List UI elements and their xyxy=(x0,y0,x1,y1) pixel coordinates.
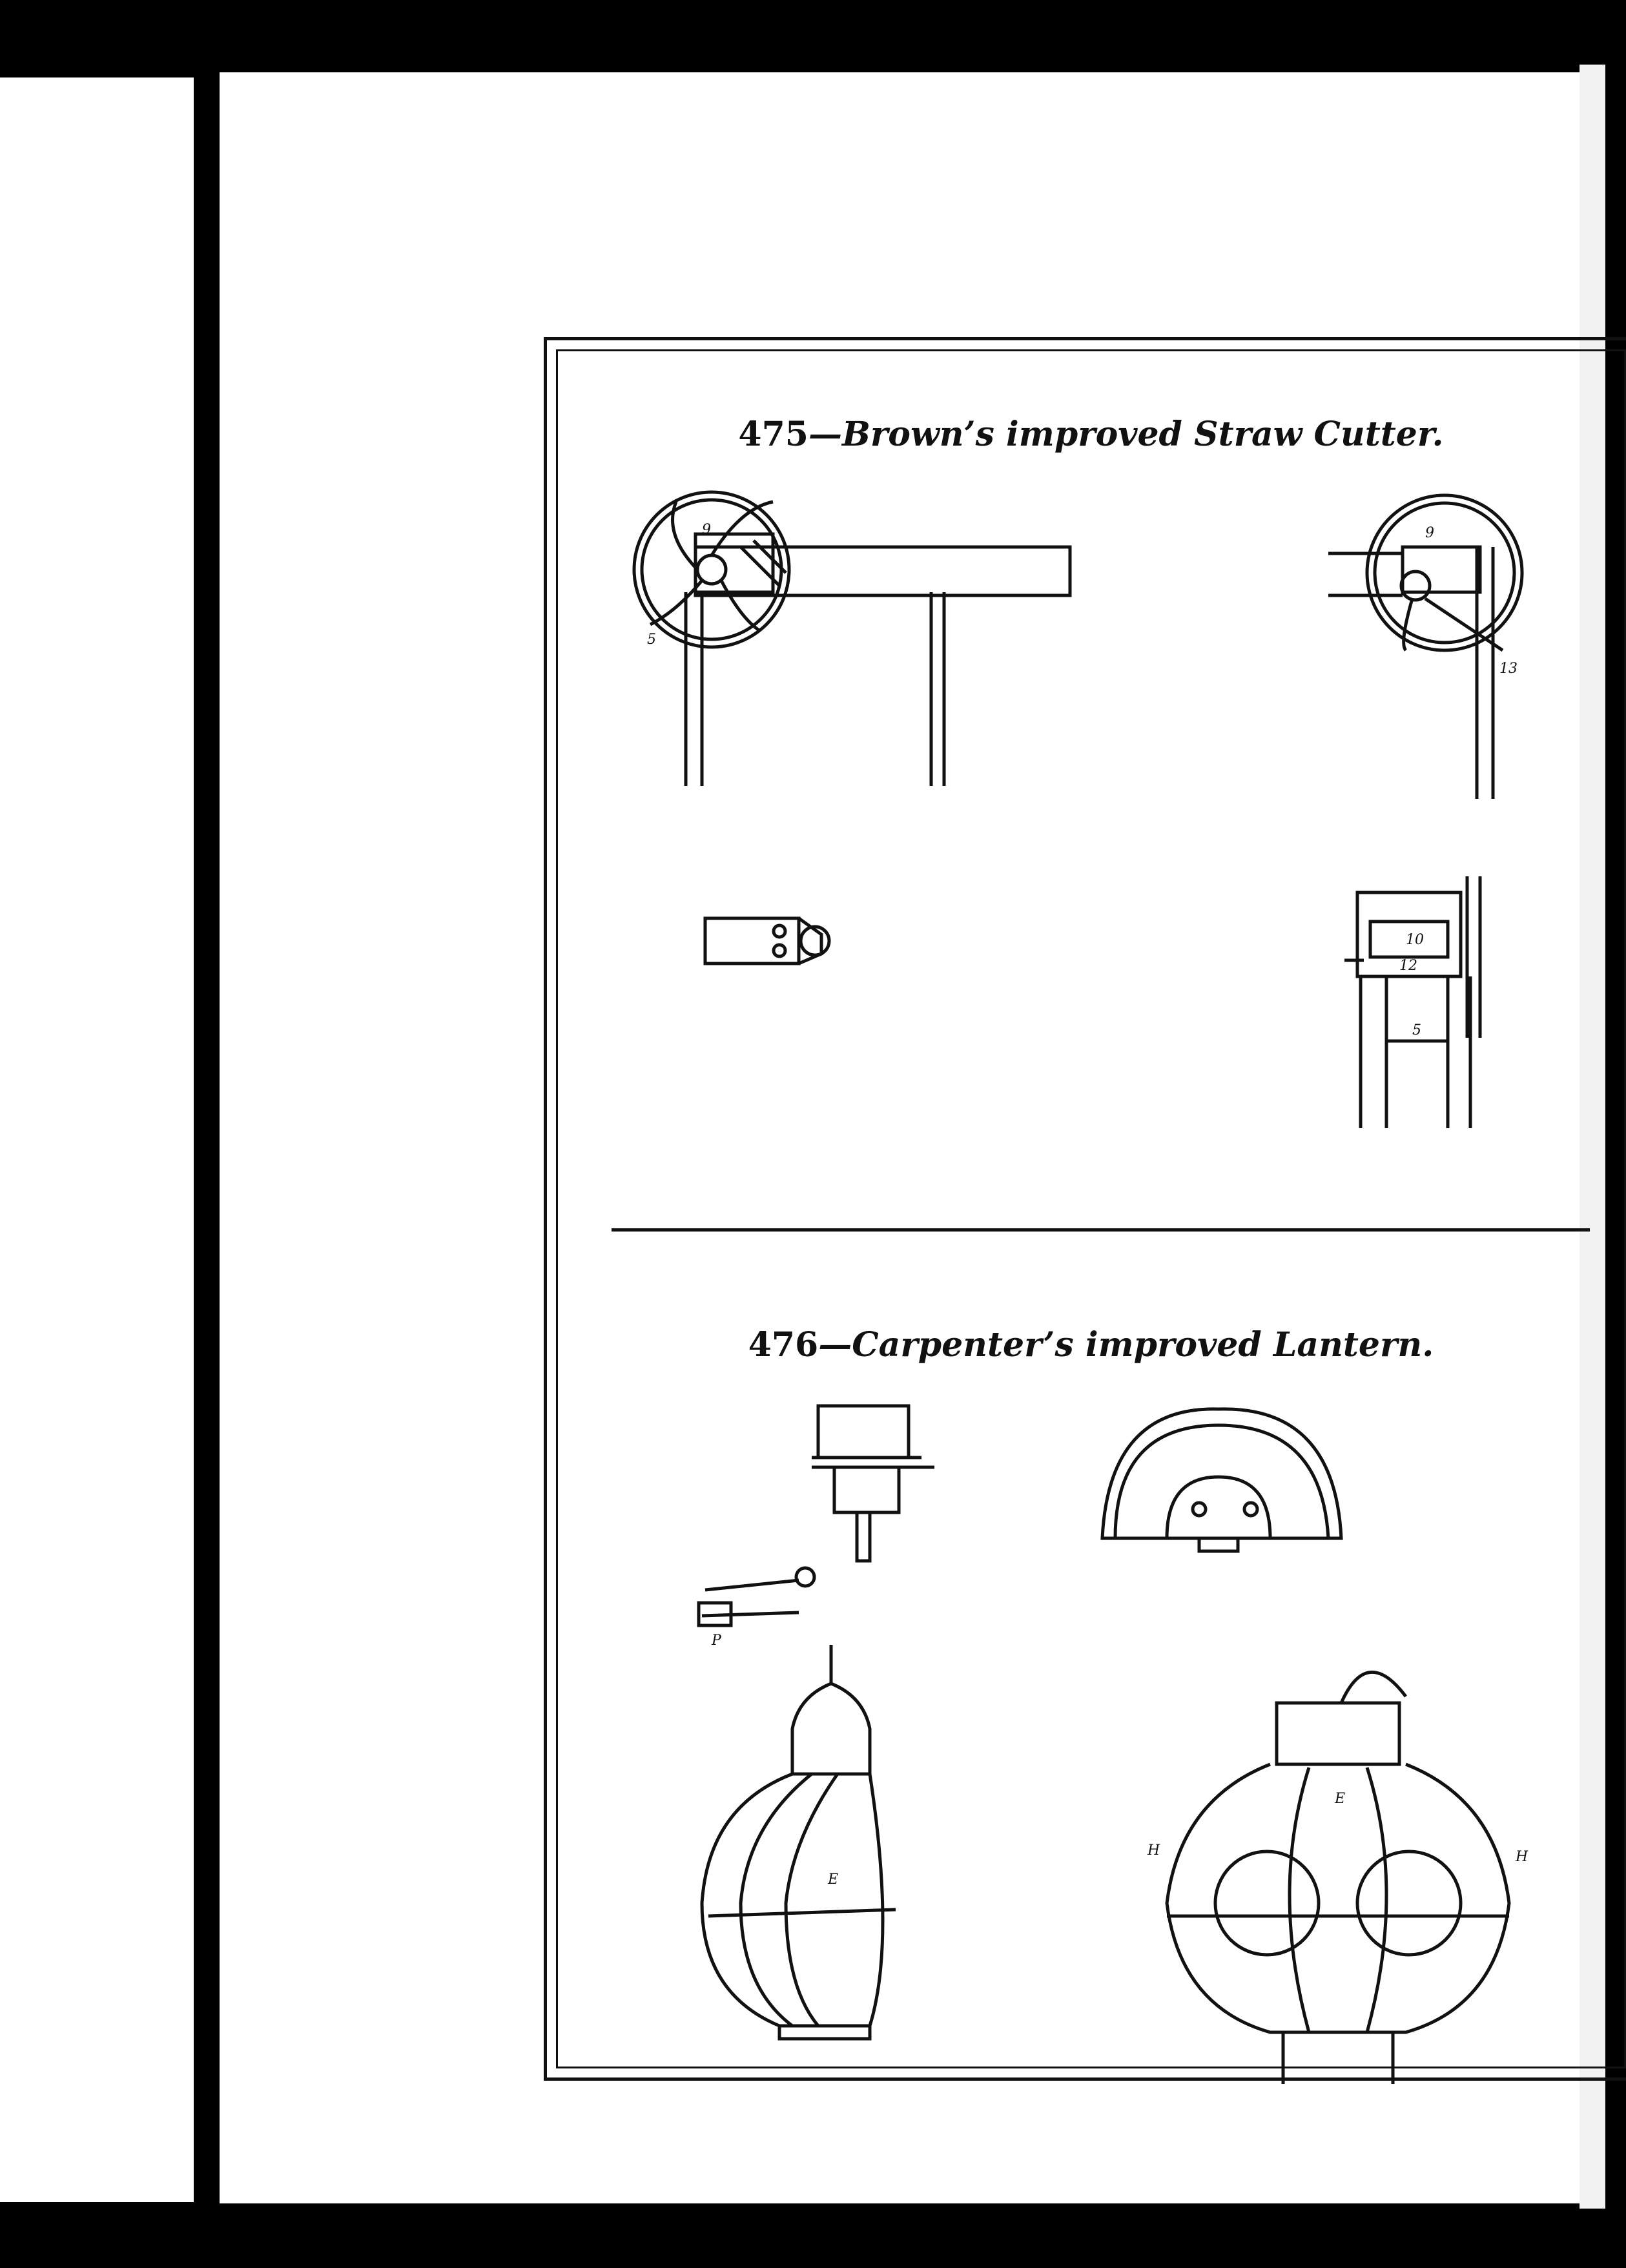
label-front-5: 5 xyxy=(1412,1022,1421,1038)
lantern-side-view xyxy=(702,1645,896,2039)
caption-476-title: Carpenter’s improved Lantern. xyxy=(852,1325,1434,1365)
caption-475-title: Brown’s improved Straw Cutter. xyxy=(841,415,1444,454)
facing-page-edge xyxy=(0,77,194,2202)
label-front-e: E xyxy=(1335,1791,1346,1807)
plate-page xyxy=(220,72,1580,2203)
lantern-key xyxy=(699,1568,814,1649)
caption-476-number: 476 xyxy=(748,1325,819,1365)
lantern-front-view xyxy=(1147,1672,1528,2084)
label-side-5: 5 xyxy=(647,632,656,648)
lantern-burner-detail xyxy=(812,1406,934,1561)
caption-475-dash: — xyxy=(808,415,842,454)
label-front-10: 10 xyxy=(1406,932,1424,948)
caption-476-dash: — xyxy=(818,1325,852,1365)
label-end-9: 9 xyxy=(1425,525,1434,541)
label-front-h-right: H xyxy=(1516,1849,1528,1865)
label-key-p: P xyxy=(712,1633,721,1649)
label-end-13: 13 xyxy=(1499,661,1518,677)
label-front-12: 12 xyxy=(1399,958,1417,974)
label-side-9: 9 xyxy=(702,522,711,538)
label-side-e: E xyxy=(828,1871,839,1888)
lantern-top-view xyxy=(1102,1409,1341,1551)
label-front-h-left: H xyxy=(1147,1842,1160,1859)
plate-frame xyxy=(544,337,1626,2081)
lantern-figures xyxy=(547,340,1626,2084)
caption-475-number: 475 xyxy=(738,415,808,454)
